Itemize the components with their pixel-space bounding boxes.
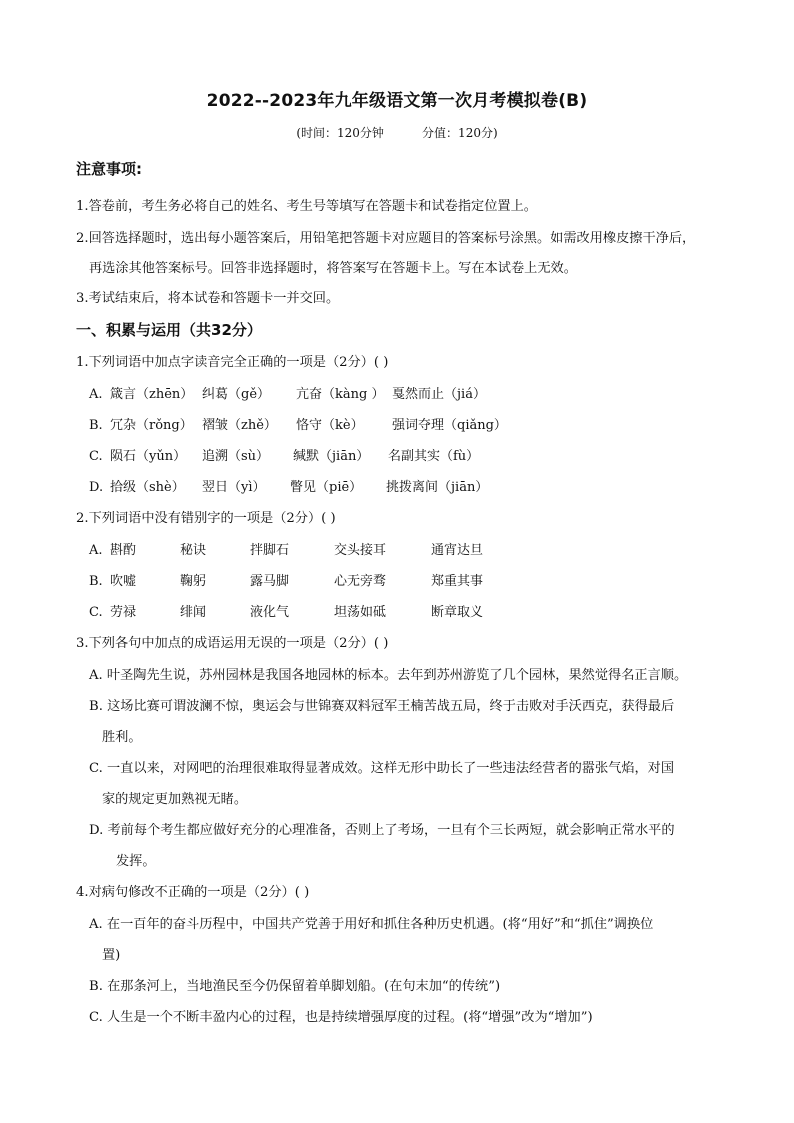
notice-item: 1.答卷前，考生务必将自己的姓名、考生号等填写在答题卡和试卷指定位置上。 xyxy=(76,199,537,214)
exam-page: 2022--2023年九年级语文第一次月考模拟卷(B) (时间：120分钟 分值：120分) 注意事项: 1.答卷前，考生务必将自己的姓名、考生号等填写在答题卡和试卷指定位置上。 2.回答选择题时，选出每小题答案后，用铅笔把答题卡对应题目的答案标号涂黑。如需改用橡皮擦干净后， 再选涂其他答案标号。回答非选择题时，将答案写在答题卡上。写在本试卷上无效。 3.考试结束后，将本试卷和答题卡一并交回。 一、积累与运用（共32分） 1.下列词语中加点字读音完全正确的一项是（2分）( ) A. 箴言（zhēn） 纠葛（gě） 亢奋（kàng ） 戛然而止（jiá） B. 冗杂（rǒng） 褶皱（zhě） 恪守（kè） 强词夺理（qiǎng） C. 陨石（yǔn） 追溯（sù） 缄默（jiān） 名副其实（fù） D. 拾级（shè） 翌日（yì） 瞥见（piē） 挑拨离间（jiān） 2.下列词语中没有错别字的一项是（2分）( ) A. 斟酌 秘诀 拌脚石 交头接耳 通宵达旦 B. 吹嘘 鞠躬 露马脚 心无旁骛 郑重其事 C. 劳禄 绯闻 液化气 坦荡如砥 断章取义 3.下列各句中加点的成语运用无误的一项是（2分）( ) A. 叶圣陶先生说，苏州园林是我国各地园林的标本。去年到苏州游览了几个园林，果然觉得名正言顺。 B. 这场比赛可谓波澜不惊，奥运会与世锦赛双料冠军王楠苦战五局，终于击败对手沃西克，获得最后 胜利。 C. 一直以来，对网吧的治理很难取得显著成效。这样无形中助长了一些违法经营者的嚣张气焰，对国 家的规定更加熟视无睹。 D. 考前每个考生都应做好充分的心理准备，否则上了考场，一旦有个三长两短，就会影响正常水平的 发挥。 4.对病句修改不正确的一项是（2分）( ) A. 在一百年的奋斗历程中，中国共产党善于用好和抓住各种历史机遇。(将“用好”和“抓住”调换位 置) B. 在那条河上，当地渔民至今仍保留着单脚划船。(在句末加“的传统”) C. 人生是一个不断丰盈内心的过程，也是持续增强厚度的过程。(将“增强”改为“增加”) xyxy=(0,0,794,1123)
question-3-option-d-cont: 发挥。 xyxy=(116,854,156,869)
question-3-option-b: B. 这场比赛可谓波澜不惊，奥运会与世锦赛双料冠军王楠苦战五局，终于击败对手沃西克，获得最后 xyxy=(89,699,675,714)
exam-title: 2022--2023年九年级语文第一次月考模拟卷(B) xyxy=(206,91,588,111)
question-3-option-d: D. 考前每个考生都应做好充分的心理准备，否则上了考场，一旦有个三长两短，就会影响正常水平的 xyxy=(89,823,675,838)
question-3-option-c: C. 一直以来，对网吧的治理很难取得显著成效。这样无形中助长了一些违法经营者的嚣张气焰，对国 xyxy=(89,761,675,776)
question-3-stem: 3.下列各句中加点的成语运用无误的一项是（2分）( ) xyxy=(76,636,389,651)
question-3-option-a: A. 叶圣陶先生说，苏州园林是我国各地园林的标本。去年到苏州游览了几个园林，果然觉得名正言顺。 xyxy=(89,668,688,683)
question-4-option-b: B. 在那条河上，当地渔民至今仍保留着单脚划船。(在句末加“的传统”) xyxy=(89,979,501,994)
notice-item: 再选涂其他答案标号。回答非选择题时，将答案写在答题卡上。写在本试卷上无效。 xyxy=(89,261,577,276)
section-heading: 一、积累与运用（共32分） xyxy=(76,321,262,339)
question-4-option-a: A. 在一百年的奋斗历程中，中国共产党善于用好和抓住各种历史机遇。(将“用好”和“抓住”调换位 xyxy=(89,917,654,932)
exam-subtitle: (时间：120分钟 分值：120分) xyxy=(296,126,498,140)
question-1-stem: 1.下列词语中加点字读音完全正确的一项是（2分）( ) xyxy=(76,355,389,370)
notice-item: 2.回答选择题时，选出每小题答案后，用铅笔把答题卡对应题目的答案标号涂黑。如需改用橡皮擦干净后， xyxy=(76,231,696,246)
question-3-option-b-cont: 胜利。 xyxy=(102,730,142,745)
notice-heading: 注意事项: xyxy=(76,160,142,178)
question-3-option-c-cont: 家的规定更加熟视无睹。 xyxy=(102,792,248,807)
question-4-stem: 4.对病句修改不正确的一项是（2分）( ) xyxy=(76,885,310,900)
question-4-option-a-cont: 置) xyxy=(102,948,121,963)
question-4-option-c: C. 人生是一个不断丰盈内心的过程，也是持续增强厚度的过程。(将“增强”改为“增加”) xyxy=(89,1010,593,1025)
question-2-stem: 2.下列词语中没有错别字的一项是（2分）( ) xyxy=(76,511,336,526)
notice-item: 3.考试结束后，将本试卷和答题卡一并交回。 xyxy=(76,291,340,306)
